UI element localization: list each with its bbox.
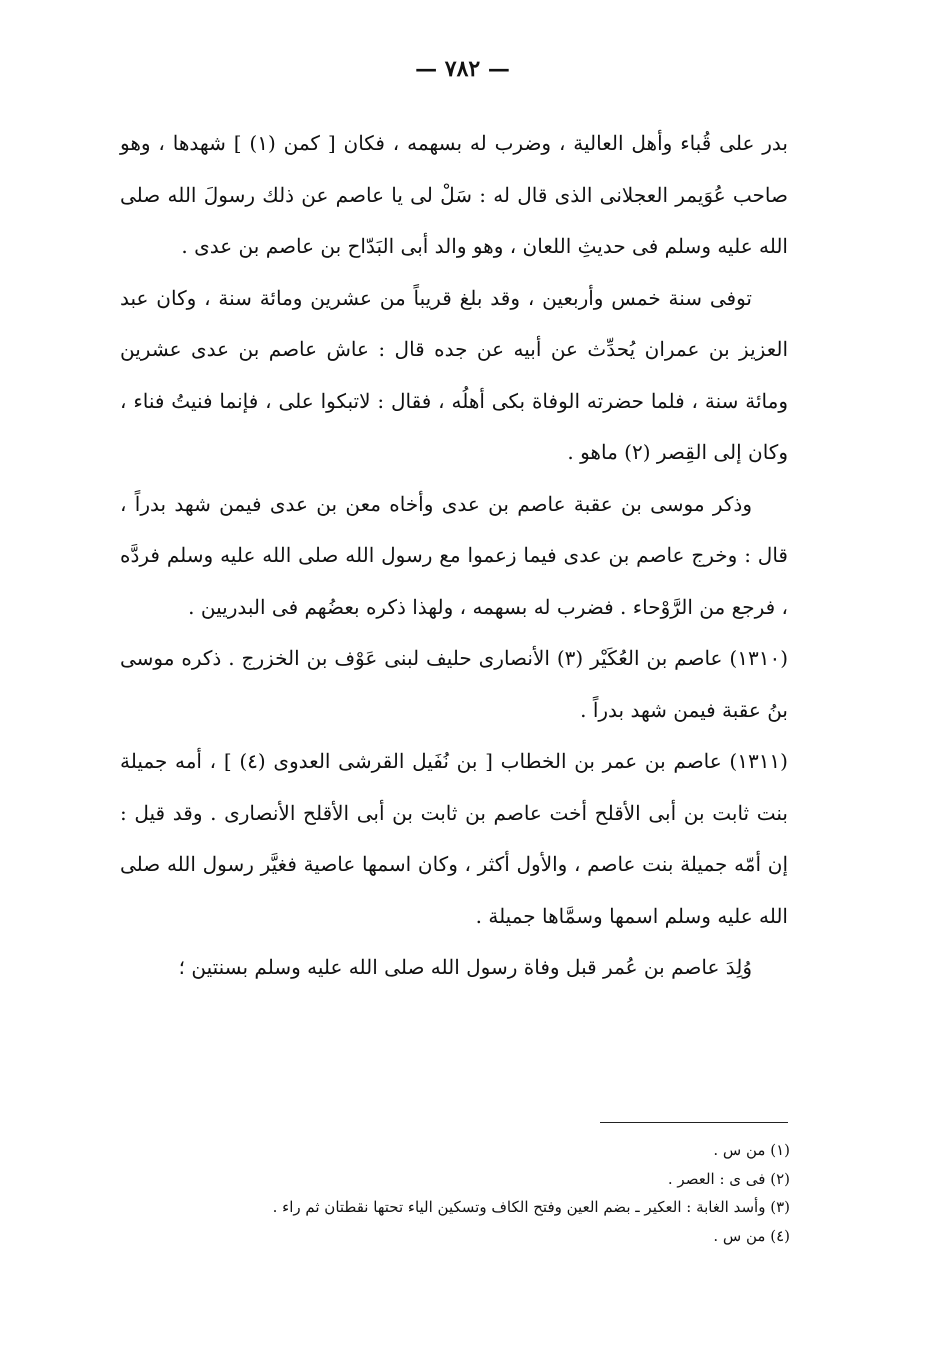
footnote: (٤) من س . (713, 1226, 790, 1245)
footnote-separator (600, 1122, 788, 1123)
paragraph: وذكر موسى بن عقبة عاصم بن عدى وأخاه معن بن عدى فيمن شهد بدراً ، قال : وخرج عاصم بن عدى فيما زعموا مع رسول الله صلى الله عليه وسلم فردَّه ، فرجع من الرَّوْحاء . فضرب له بسهمه ، ولهذا ذكره بعضُهم فى البدريين . (120, 491, 788, 619)
footnotes (110, 1136, 790, 1250)
page-number: — ٧٨٢ — (415, 56, 510, 82)
paragraph: وُلِدَ عاصم بن عُمر قبل وفاة رسول الله صلى الله عليه وسلم بسنتين ؛ (178, 955, 752, 979)
paragraph: بدر على قُباء وأهل العالية ، وضرب له بسهمه ، فكان [ كمن (١) ] شهدها ، وهو صاحب عُوَيمر العجلانى الذى قال له : سَلْ لى يا عاصم عن ذلك رسولَ الله صلى الله عليه وسلم فى حديثِ اللعان ، وهو والد أبى البَدّاح بن عاصم بن عدى . (120, 131, 788, 258)
paragraph: توفى سنة خمس وأربعين ، وقد بلغ قريباً من عشرين ومائة سنة ، وكان عبد العزيز بن عمران يُحدِّث عن أبيه عن جده قال : عاش عاصم بن عدى عشرين ومائة سنة ، فلما حضرته الوفاة بكى أهلُه ، فقال : لاتبكوا على ، فإنما فنيتُ فناء ، وكان إلى القِصر (٢) ماهو . (120, 285, 788, 464)
paragraph-entry-1310: (١٣١٠) عاصم بن العُكَيْر (٣) الأنصارى حليف لبنى عَوْف بن الخزرج . ذكره موسى بنُ عقبة فيمن شهد بدراً . (120, 646, 788, 722)
paragraph-entry-1311: (١٣١١) عاصم بن عمر بن الخطاب [ بن نُفَيل القرشى العدوى (٤) ] ، أمه جميلة بنت ثابت بن أبى الأقلح أخت عاصم بن ثابت بن أبى الأقلح الأنصارى . وقد قيل : إن أمّه جميلة بنت عاصم ، والأول أكثر ، وكان اسمها عاصية فغيَّر رسول الله صلى الله عليه وسلم اسمها وسمَّاها جميلة . (120, 749, 788, 928)
footnote: (١) من س . (713, 1141, 790, 1159)
footnote: (٣) وأسد الغابة : العكير ـ بضم العين وفتح الكاف وتسكين الياء تحتها نقطتان ثم راء . (272, 1198, 790, 1216)
footnote: (٢) فى ى : العصر . (667, 1169, 790, 1188)
main-text (120, 118, 788, 994)
